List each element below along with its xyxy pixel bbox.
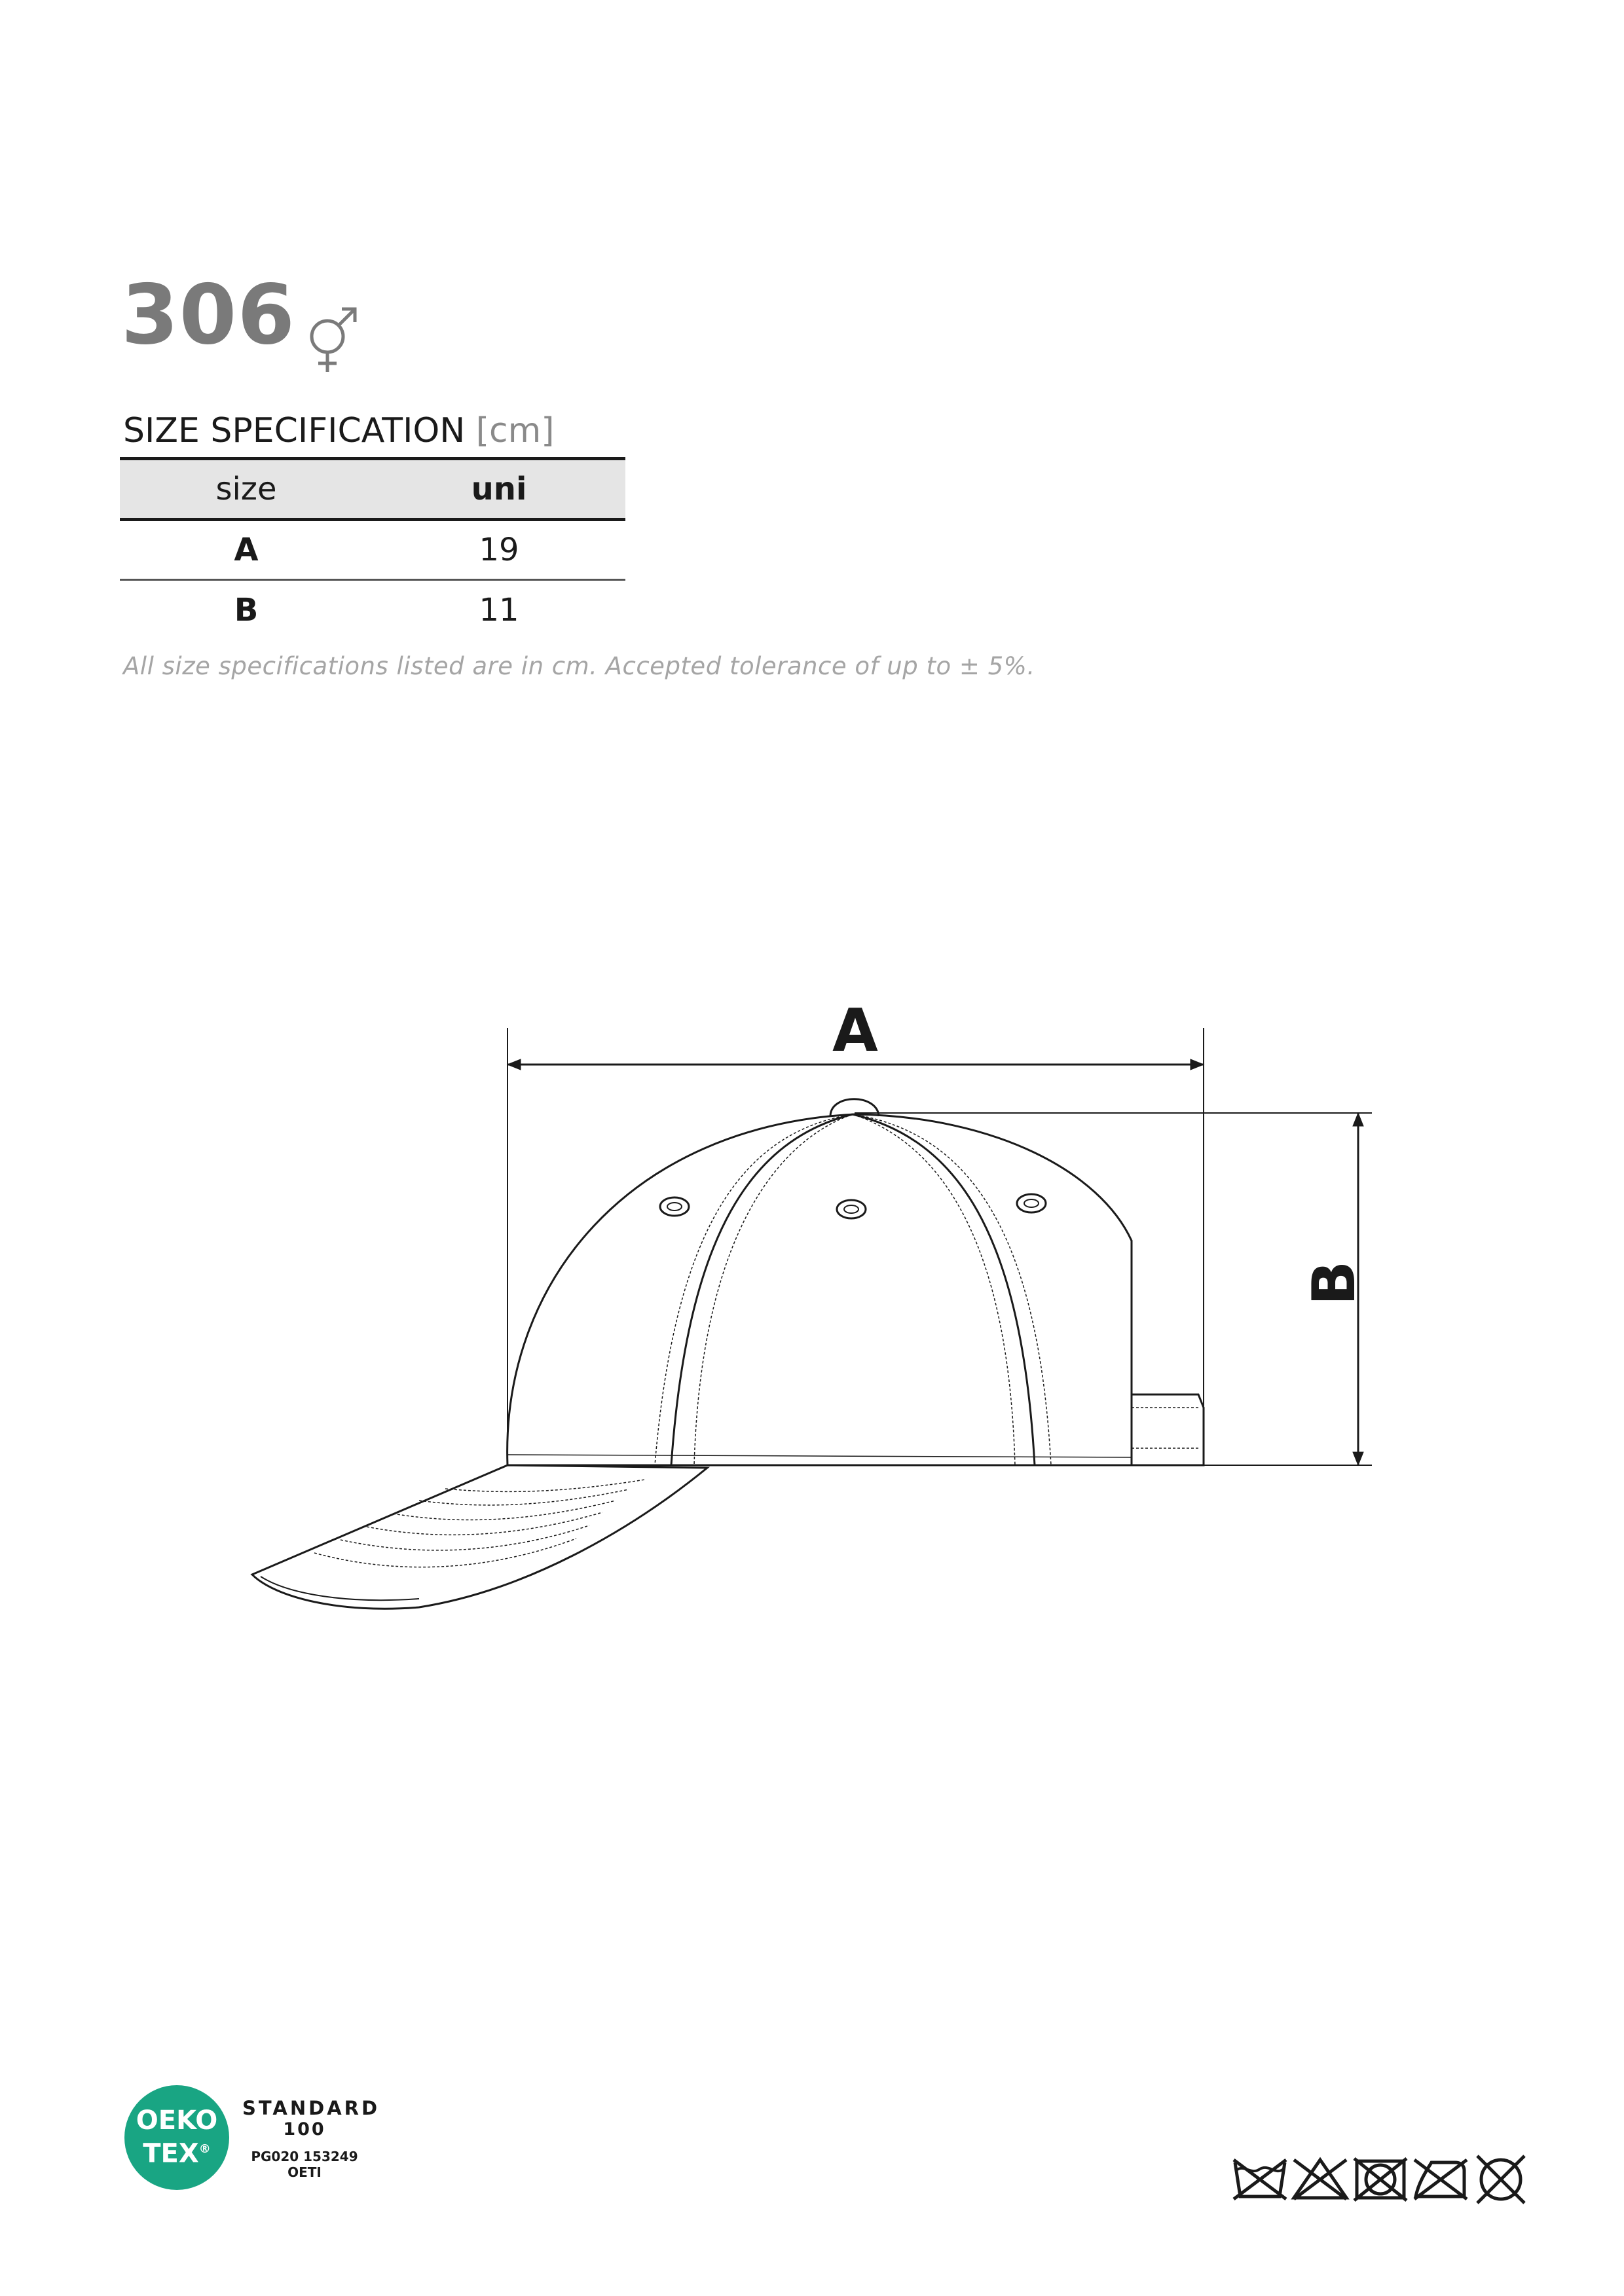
standard-number: 100 bbox=[283, 2119, 326, 2140]
do-not-wash-icon bbox=[1234, 2160, 1286, 2199]
unisex-icon bbox=[303, 302, 361, 374]
tolerance-note: All size specifications listed are in cm. Accepted tolerance of up to ± 5%. bbox=[123, 652, 1035, 680]
spec-heading bbox=[123, 411, 555, 450]
institute-name: OETI bbox=[287, 2164, 322, 2180]
spec-title: SIZE SPECIFICATION bbox=[123, 411, 466, 450]
certificate-number: PG020 153249 bbox=[251, 2149, 358, 2164]
do-not-iron-icon bbox=[1414, 2160, 1467, 2199]
cap-technical-drawing bbox=[0, 949, 1624, 1669]
product-code: 306 bbox=[121, 266, 296, 363]
oeko-tex-logo bbox=[124, 2085, 229, 2190]
row-label: A bbox=[234, 532, 259, 568]
table-header-row bbox=[120, 459, 625, 520]
do-not-bleach-icon bbox=[1294, 2160, 1346, 2199]
size-table bbox=[120, 457, 625, 640]
do-not-tumble-dry-icon bbox=[1354, 2159, 1407, 2200]
row-value: 19 bbox=[479, 532, 519, 568]
column-header-uni: uni bbox=[471, 471, 527, 507]
logo-text-oeko: OEKO bbox=[136, 2105, 218, 2136]
care-symbols bbox=[1231, 2151, 1532, 2210]
logo-text-tex: TEX bbox=[143, 2138, 199, 2169]
standard-label: STANDARD bbox=[242, 2097, 380, 2119]
row-label: B bbox=[234, 592, 259, 629]
spec-unit: [cm] bbox=[475, 411, 555, 450]
oeko-standard-text bbox=[242, 2097, 380, 2180]
table-row bbox=[120, 580, 625, 640]
column-header-size: size bbox=[215, 471, 277, 507]
dimension-a-label: A bbox=[832, 996, 878, 1065]
table-row bbox=[120, 520, 625, 580]
registered-mark: ® bbox=[198, 2142, 211, 2156]
row-value: 11 bbox=[479, 592, 519, 629]
do-not-dry-clean-icon bbox=[1477, 2156, 1524, 2203]
dimension-b-label: B bbox=[1300, 1260, 1369, 1306]
